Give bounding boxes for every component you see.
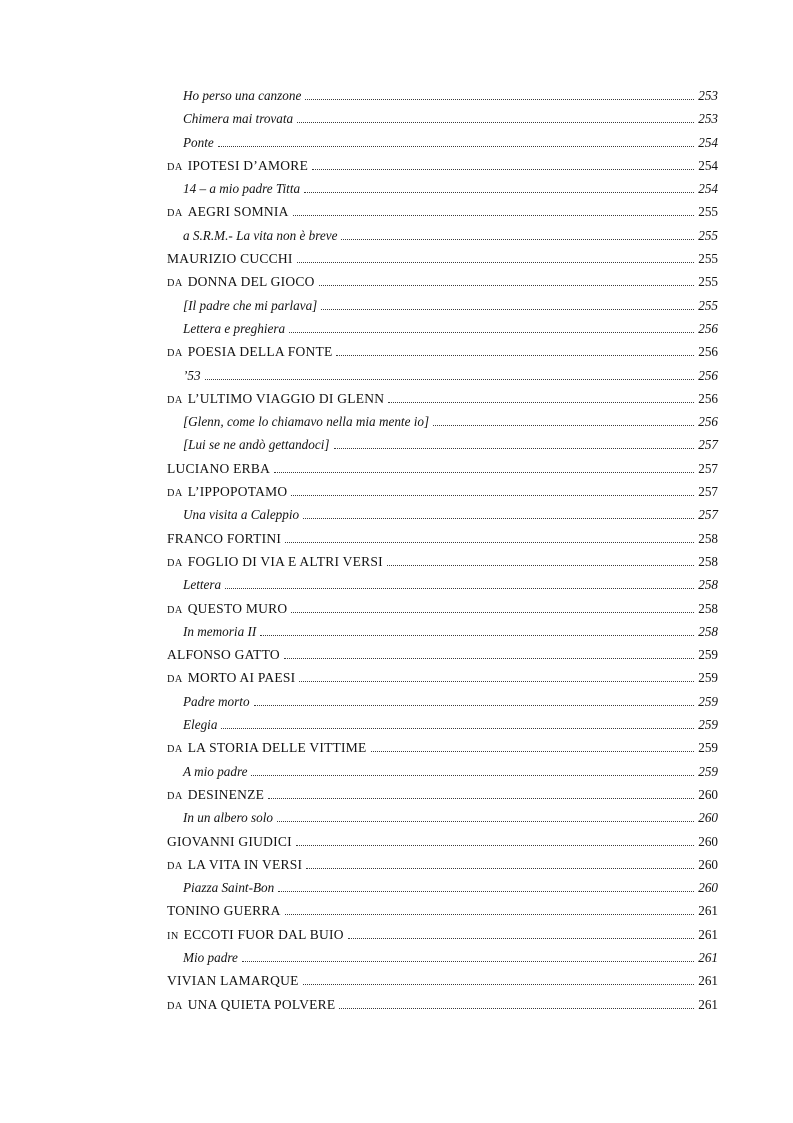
dot-leader	[278, 891, 694, 892]
entry-label: AEGRI SOMNIA	[187, 204, 289, 220]
toc-entry[interactable]	[167, 251, 718, 274]
toc-entry[interactable]	[167, 344, 718, 367]
entry-page-number: 257	[698, 507, 718, 523]
entry-page-number: 258	[698, 577, 718, 593]
dot-leader	[371, 751, 695, 752]
dot-leader	[205, 379, 695, 380]
dot-leader	[293, 215, 695, 216]
entry-prefix: DA	[167, 208, 183, 220]
toc-entry[interactable]	[167, 670, 718, 693]
entry-prefix: DA	[167, 488, 183, 500]
dot-leader	[304, 192, 694, 193]
dot-leader	[306, 868, 694, 869]
dot-leader	[221, 728, 694, 729]
entry-label: POESIA DELLA FONTE	[187, 344, 333, 360]
entry-page-number: 260	[698, 880, 718, 896]
entry-label: DESINENZE	[187, 786, 265, 802]
entry-page-number: 253	[698, 88, 718, 103]
entry-label: MORTO AI PAESI	[187, 670, 296, 686]
toc-entry[interactable]	[167, 554, 718, 577]
dot-leader	[285, 914, 695, 915]
dot-leader	[305, 99, 694, 100]
dot-leader	[297, 262, 695, 263]
dot-leader	[289, 332, 694, 333]
entry-label: QUESTO MURO	[187, 600, 288, 616]
toc-entry[interactable]	[167, 950, 718, 973]
entry-page-number: 259	[698, 693, 718, 709]
dot-leader	[251, 775, 694, 776]
toc-entry[interactable]	[167, 601, 718, 624]
dot-leader	[284, 658, 694, 659]
entry-page-number: 261	[698, 973, 718, 989]
toc-entry[interactable]	[167, 135, 718, 158]
dot-leader	[260, 635, 694, 636]
dot-leader	[388, 402, 694, 403]
entry-label: DONNA DEL GIOCO	[187, 274, 315, 290]
entry-page-number: 256	[698, 320, 718, 336]
toc-entry[interactable]	[167, 647, 718, 670]
entry-page-number: 257	[698, 437, 718, 453]
entry-page-number: 255	[698, 297, 718, 313]
entry-page-number: 261	[698, 926, 718, 942]
toc-entry[interactable]	[167, 368, 718, 391]
dot-leader	[218, 146, 694, 147]
entry-page-number: 257	[698, 460, 718, 476]
toc-entry[interactable]	[167, 88, 718, 111]
toc-entry[interactable]	[167, 694, 718, 717]
entry-label: [Glenn, come lo chiamavo nella mia mente io]	[183, 414, 430, 430]
entry-label: UNA QUIETA POLVERE	[187, 996, 336, 1012]
entry-page-number: 260	[698, 856, 718, 872]
toc-entry[interactable]	[167, 414, 718, 437]
entry-label: LUCIANO ERBA	[167, 460, 271, 476]
entry-label: Padre morto	[183, 693, 250, 709]
dot-leader	[242, 961, 694, 962]
entry-label: GIOVANNI GIUDICI	[167, 833, 292, 849]
entry-label: FOGLIO DI VIA E ALTRI VERSI	[187, 553, 383, 569]
entry-page-number: 259	[698, 670, 718, 686]
entry-label: Lettera	[183, 577, 222, 593]
toc-entry[interactable]	[167, 181, 718, 204]
entry-label: Mio padre	[183, 949, 238, 965]
entry-label: Chimera mai trovata	[183, 111, 294, 127]
toc-entry[interactable]	[167, 810, 718, 833]
dot-leader	[433, 425, 694, 426]
toc-entry[interactable]	[167, 973, 718, 996]
dot-leader	[321, 309, 694, 310]
entry-page-number: 258	[698, 600, 718, 616]
toc-entry[interactable]	[167, 927, 718, 950]
entry-prefix: DA	[167, 674, 183, 686]
dot-leader	[341, 239, 694, 240]
dot-leader	[277, 821, 694, 822]
entry-label: [Lui se ne andò gettandoci]	[183, 437, 330, 453]
entry-page-number: 259	[698, 763, 718, 779]
dot-leader	[274, 472, 694, 473]
entry-label: Ponte	[183, 134, 214, 150]
entry-page-number: 258	[698, 623, 718, 639]
entry-label: MAURIZIO CUCCHI	[167, 251, 293, 267]
entry-page-number: 256	[698, 344, 718, 360]
toc-entry[interactable]	[167, 740, 718, 763]
toc-entry[interactable]	[167, 880, 718, 903]
toc-entry[interactable]	[167, 111, 718, 134]
dot-leader	[268, 798, 694, 799]
dot-leader	[299, 681, 694, 682]
dot-leader	[303, 518, 694, 519]
toc-list	[167, 88, 718, 1020]
entry-page-number: 261	[698, 996, 718, 1012]
dot-leader	[225, 588, 694, 589]
entry-label: LA VITA IN VERSI	[187, 856, 303, 872]
entry-label: ’53	[183, 367, 201, 383]
entry-page-number: 258	[698, 553, 718, 569]
entry-label: Lettera e preghiera	[183, 320, 286, 336]
toc-entry[interactable]	[167, 228, 718, 251]
entry-page-number: 256	[698, 367, 718, 383]
toc-entry[interactable]	[167, 204, 718, 227]
entry-label: In memoria II	[183, 623, 257, 639]
toc-entry[interactable]	[167, 507, 718, 530]
entry-label: a S.R.M.- La vita non è breve	[183, 227, 338, 243]
entry-prefix: DA	[167, 161, 183, 173]
entry-page-number: 253	[698, 111, 718, 127]
entry-prefix: DA	[167, 744, 183, 756]
entry-page-number: 257	[698, 484, 718, 500]
entry-label: TONINO GUERRA	[167, 903, 281, 919]
entry-label: L’IPPOPOTAMO	[187, 484, 288, 500]
toc-entry[interactable]	[167, 321, 718, 344]
entry-page-number: 254	[698, 134, 718, 150]
dot-leader	[297, 122, 694, 123]
entry-label: L’ULTIMO VIAGGIO DI GLENN	[187, 390, 385, 406]
entry-prefix: DA	[167, 790, 183, 802]
entry-label: IPOTESI D’AMORE	[187, 157, 309, 173]
toc-entry[interactable]	[167, 484, 718, 507]
entry-page-number: 256	[698, 390, 718, 406]
entry-label: FRANCO FORTINI	[167, 530, 282, 546]
dot-leader	[291, 612, 694, 613]
entry-page-number: 254	[698, 157, 718, 173]
entry-prefix: DA	[167, 557, 183, 569]
dot-leader	[303, 984, 695, 985]
toc-entry[interactable]	[167, 857, 718, 880]
toc-entry[interactable]	[167, 787, 718, 810]
entry-prefix: IN	[167, 930, 179, 942]
toc-entry[interactable]	[167, 274, 718, 297]
entry-page-number: 255	[698, 251, 718, 267]
entry-page-number: 258	[698, 530, 718, 546]
entry-label: Piazza Saint-Bon	[183, 880, 275, 896]
entry-page-number: 260	[698, 810, 718, 826]
entry-label: ALFONSO GATTO	[167, 647, 280, 663]
toc-entry[interactable]	[167, 997, 718, 1020]
toc-entry[interactable]	[167, 903, 718, 926]
dot-leader	[348, 938, 694, 939]
entry-label: In un albero solo	[183, 810, 273, 826]
dot-leader	[334, 448, 695, 449]
entry-page-number: 255	[698, 227, 718, 243]
toc-entry[interactable]	[167, 624, 718, 647]
toc-entry[interactable]	[167, 298, 718, 321]
entry-label: Una visita a Caleppio	[183, 507, 300, 523]
entry-page-number: 255	[698, 274, 718, 290]
entry-prefix: DA	[167, 348, 183, 360]
entry-prefix: DA	[167, 860, 183, 872]
toc-entry[interactable]	[167, 764, 718, 787]
toc-entry[interactable]	[167, 531, 718, 554]
entry-label: Ho perso una canzone	[183, 88, 302, 103]
entry-page-number: 261	[698, 903, 718, 919]
entry-label: 14 – a mio padre Titta	[183, 181, 301, 197]
entry-label: [Il padre che mi parlava]	[183, 297, 318, 313]
dot-leader	[339, 1008, 694, 1009]
dot-leader	[254, 705, 695, 706]
entry-page-number: 259	[698, 717, 718, 733]
entry-page-number: 255	[698, 204, 718, 220]
dot-leader	[387, 565, 694, 566]
toc-entry[interactable]	[167, 834, 718, 857]
dot-leader	[336, 355, 694, 356]
dot-leader	[296, 845, 694, 846]
entry-page-number: 260	[698, 833, 718, 849]
entry-page-number: 256	[698, 414, 718, 430]
entry-page-number: 259	[698, 740, 718, 756]
entry-label: ECCOTI FUOR DAL BUIO	[183, 926, 344, 942]
dot-leader	[312, 169, 694, 170]
toc-entry[interactable]	[167, 437, 718, 460]
entry-label: A mio padre	[183, 763, 248, 779]
dot-leader	[285, 542, 694, 543]
toc-entry[interactable]	[167, 158, 718, 181]
entry-page-number: 260	[698, 786, 718, 802]
toc-entry[interactable]	[167, 577, 718, 600]
entry-prefix: DA	[167, 604, 183, 616]
entry-page-number: 259	[698, 647, 718, 663]
entry-page-number: 254	[698, 181, 718, 197]
entry-label: VIVIAN LAMARQUE	[167, 973, 299, 989]
entry-page-number: 261	[698, 949, 718, 965]
entry-prefix: DA	[167, 394, 183, 406]
entry-label: Elegia	[183, 717, 218, 733]
toc-entry[interactable]	[167, 391, 718, 414]
entry-prefix: DA	[167, 1000, 183, 1012]
dot-leader	[319, 285, 695, 286]
entry-label: LA STORIA DELLE VITTIME	[187, 740, 367, 756]
toc-entry[interactable]	[167, 717, 718, 740]
dot-leader	[291, 495, 694, 496]
toc-entry[interactable]	[167, 461, 718, 484]
entry-prefix: DA	[167, 278, 183, 290]
